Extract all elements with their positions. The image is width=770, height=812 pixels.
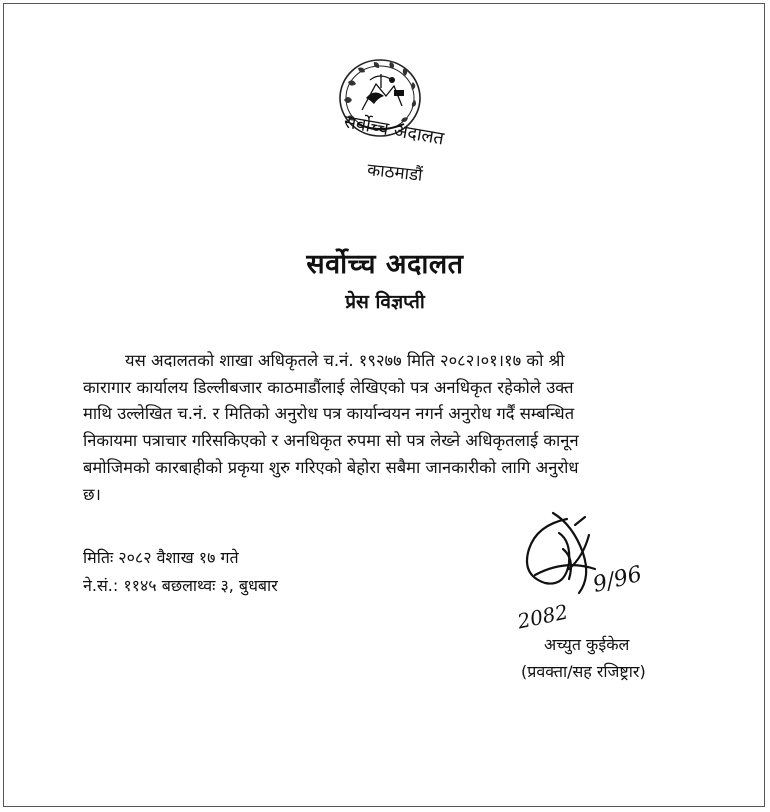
date-block (83, 544, 278, 600)
body-line: निकायमा पत्राचार गरिसकिएको र अनधिकृत रुपमा सो पत्र लेख्ने अधिकृतलाई कानून (83, 431, 579, 451)
emblem-court-name: सर्वोच्च अदालत (342, 111, 446, 150)
page-title: सर्वोच्च अदालत (306, 249, 464, 280)
svg-text:2082: 2082 (515, 599, 571, 634)
press-release-body (83, 348, 683, 508)
body-line: माथि उल्लेखित च.नं. र मितिको अनुरोध पत्र कार्यान्वयन नगर्न अनुरोध गर्दैं सम्बन्धित (83, 404, 575, 424)
date-miti: मितिः २०८२ वैशाख १७ गते (83, 548, 239, 567)
body-line: कारागार कार्यालय डिल्लीबजार काठमाडौंलाई लेखिएको पत्र अनधिकृत रहेकोले उक्त (83, 377, 574, 397)
emblem-court-city: काठमाडौं (366, 160, 424, 186)
signatory-name: अच्युत कुईकेल (544, 635, 630, 654)
handwritten-signature-icon (505, 505, 675, 640)
date-nepal-sambat: ने.सं.: ११४५ बछलाथ्वः ३, बुधबार (83, 576, 278, 595)
svg-text:9/96: 9/96 (590, 561, 645, 598)
page-subtitle: प्रेस विज्ञप्ती (345, 291, 425, 313)
body-line: छ। (83, 484, 101, 504)
signatory-title: (प्रवक्ता/सह रजिष्ट्रार) (521, 662, 646, 681)
body-line: यस अदालतको शाखा अधिकृतले च.नं. १९२७७ मिति २०८२।०१।१७ को श्री (125, 351, 565, 370)
body-line: बमोजिमको कारबाहीको प्रकृया शुरु गरिएको बेहोरा सबैमा जानकारीको लागि अनुरोध (83, 457, 579, 477)
